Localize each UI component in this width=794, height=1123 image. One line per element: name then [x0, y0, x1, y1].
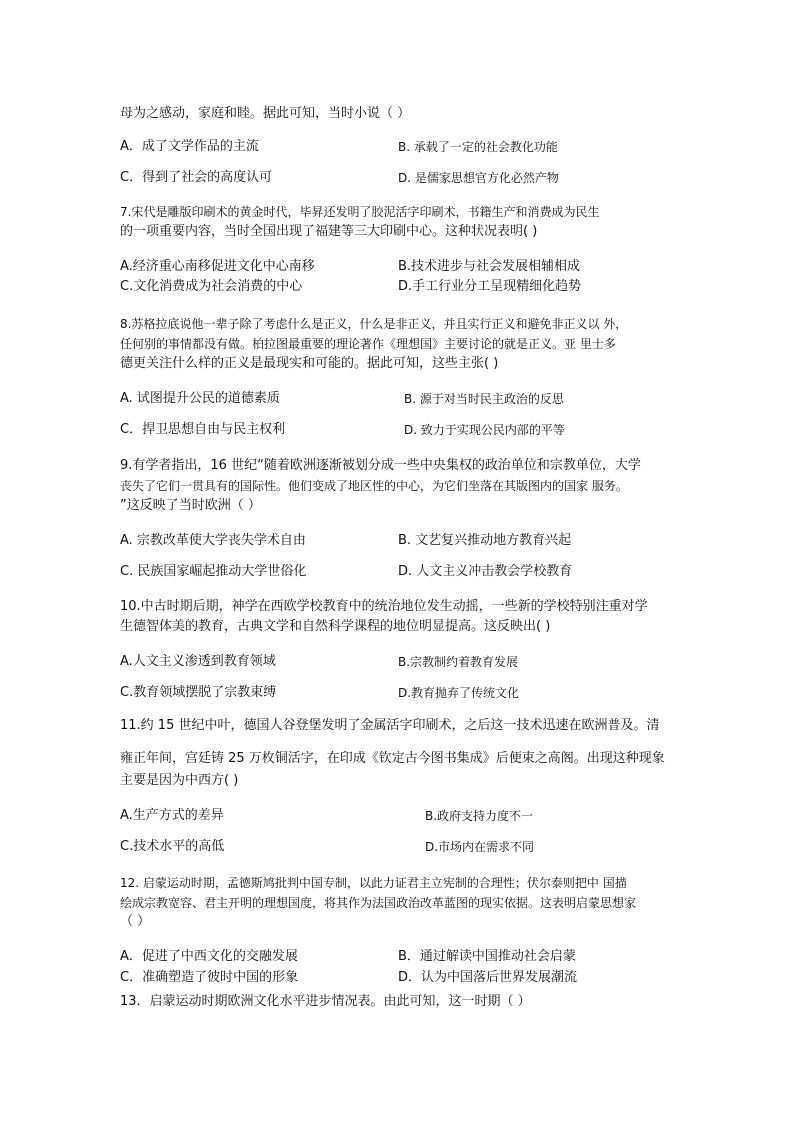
q8-option-b: B. 源于对当时民主政治的反思 [404, 392, 564, 406]
q9-option-b: B. 文艺复兴推动地方教育兴起 [398, 533, 572, 548]
q8-stem-line3: 德更关注什么样的正义是最现实和可能的。据此可知，这些主张( ) [120, 356, 499, 371]
q9-stem-line3: ”这反映了当时欧洲（ ） [120, 498, 261, 513]
q9-option-d: D. 人文主义冲击教会学校教育 [398, 564, 573, 579]
q10-option-a: A.人文主义渗透到教育领域 [120, 654, 276, 669]
q7-stem-line2: 的一项重要内容，当时全国出现了福建等三大印刷中心。这种状况表明( ) [120, 224, 538, 239]
q8-option-c: C．捍卫思想自由与民主权利 [120, 422, 286, 437]
q11-option-c: C.技术水平的高低 [120, 839, 225, 854]
q7-stem-line1: 7.宋代是雕版印刷术的黄金时代，毕昇还发明了胶泥活字印刷术，书籍生产和消费成为民生 [120, 205, 600, 219]
q10-option-c: C.教育领域摆脱了宗教束缚 [120, 685, 277, 700]
q12-stem-line1: 12. 启蒙运动时期，孟德斯鸠批判中国专制，以此力证君主立宪制的合理性；伏尔泰则把中 国描 [120, 876, 627, 890]
q6-option-b: B. 承载了一定的社会教化功能 [398, 140, 558, 154]
q9-stem-line2: 丧失了它们一贯具有的国际性。他们变成了地区性的中心，为它们坐落在其版图内的国家 服务。 [120, 479, 628, 493]
q10-option-b: B.宗教制约着教育发展 [398, 655, 519, 669]
q10-stem-line2: 生德智体美的教育，古典文学和自然科学课程的地位明显提高。这反映出( ) [120, 619, 551, 634]
q9-option-c: C. 民族国家崛起推动大学世俗化 [120, 564, 307, 579]
q12-option-d: D．认为中国落后世界发展潮流 [398, 970, 578, 985]
q11-option-b: B.政府支持力度不一 [425, 809, 534, 823]
q7-option-c: C.文化消费成为社会消费的中心 [120, 279, 303, 294]
q11-stem-line1: 11.约 15 世纪中叶，德国人谷登堡发明了金属活字印刷术，之后这一技术迅速在欧洲普及。清 [120, 718, 660, 733]
q13-stem-line1: 13．启蒙运动时期欧洲文化水平进步情况表。由此可知，这一时期（ ） [120, 994, 531, 1009]
q6-option-c: C．得到了社会的高度认可 [120, 170, 273, 185]
q9-stem-line1: 9.有学者指出，16 世纪“随着欧洲逐渐被划分成一些中央集权的政治单位和宗教单位，大学 [120, 458, 641, 473]
q11-stem-line2: 雍正年间，宫廷铸 25 万枚铜活字，在印成《钦定古今图书集成》后便束之高阁。出现这种现象 [120, 751, 665, 766]
q11-stem-line3: 主要是因为中西方( ) [120, 773, 239, 788]
q7-option-a: A.经济重心南移促进文化中心南移 [120, 259, 315, 274]
q10-stem-line1: 10.中古时期后期，神学在西欧学校教育中的统治地位发生动摇，一些新的学校特别注重对学 [120, 599, 648, 614]
q9-option-a: A. 宗教改革使大学丧失学术自由 [120, 533, 306, 548]
q12-option-a: A．促进了中西文化的交融发展 [120, 949, 298, 964]
q6-stem-tail: 母为之感动，家庭和睦。据此可知，当时小说（ ） [120, 106, 411, 121]
q8-option-a: A. 试图提升公民的道德素质 [120, 391, 280, 406]
q6-option-d: D. 是儒家思想官方化必然产物 [398, 171, 559, 185]
q7-option-d: D.手工行业分工呈现精细化趋势 [398, 279, 582, 294]
q12-option-b: B．通过解读中国推动社会启蒙 [398, 949, 576, 964]
q7-option-b: B.技术进步与社会发展相辅相成 [398, 259, 581, 274]
q8-option-d: D. 致力于实现公民内部的平等 [404, 423, 565, 437]
q12-stem-line2: 绘成宗教宽容、君主开明的理想国度，将其作为法国政治改革蓝图的现实依据。这表明启蒙思想家 [120, 896, 637, 910]
q12-stem-line3: （ ） [120, 914, 151, 929]
q11-option-a: A.生产方式的差异 [120, 808, 224, 823]
q8-stem-line1: 8.苏格拉底说他一辈子除了考虑什么是正义，什么是非正义，并且实行正义和避免非正义以 外， [120, 317, 628, 331]
q6-option-a: A．成了文学作品的主流 [120, 139, 259, 154]
q8-stem-line2: 任何别的事情都没有做。柏拉图最重要的理论著作《理想国》主要讨论的就是正义。亚 里士多 [120, 337, 616, 351]
q10-option-d: D.教育抛弃了传统文化 [398, 686, 520, 700]
q12-option-c: C．准确塑造了彼时中国的形象 [120, 970, 299, 985]
q11-option-d: D.市场内在需求不同 [425, 840, 535, 854]
